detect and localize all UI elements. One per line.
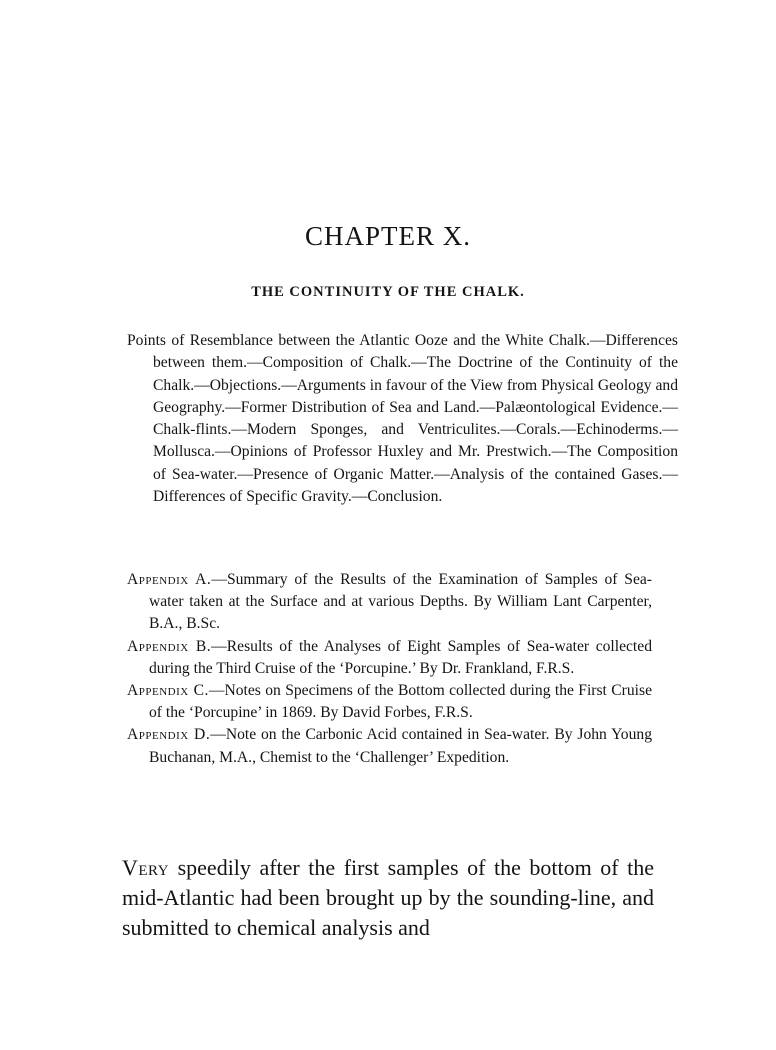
appendix-label: Appendix C. — [127, 682, 209, 700]
appendix-a — [127, 569, 652, 636]
chapter-title: CHAPTER X. — [304, 221, 471, 251]
appendix-text: —Summary of the Results of the Examination of Samples of Sea-water taken at the Surface and at various Depths. By William Lant Carpenter, B.A., B.Sc. — [149, 571, 652, 633]
appendix-d — [127, 724, 652, 768]
appendix-label: Appendix A. — [127, 571, 212, 588]
appendix-label: Appendix B. — [127, 637, 212, 655]
appendix-text: —Note on the Carbonic Acid contained in Sea-water. By John Young Buchanan, M.A., Chemist to the ‘Challenger’ Expedition. — [149, 726, 652, 766]
appendix-c — [127, 680, 652, 724]
body-paragraph — [122, 853, 654, 943]
appendix-text: —Results of the Analyses of Eight Samples of Sea-water collected during the Third Cruise of the ‘Porcupine.’ By Dr. Frankland, F.R.S. — [149, 637, 652, 677]
chapter-synopsis: Points of Resemblance between the Atlantic Ooze and the White Chalk.—Differences between them.—Composition of Chalk.—The Doctrine of the Continuity of the Chalk.—Objections.—Arguments in favour of the View from Physical Geology and Geography.—Former Distribution of Sea and Land.—Palæontological Evidence.—Chalk-flints.—Modern Sponges, and Ventriculites.—Corals.—Echinoderms.—Mollusca.—Opinions of Professor Huxley and Mr. Prestwich.—The Composition of Sea-water.—Presence of Organic Matter.—Analysis of the contained Gases.—Differences of Specific Gravity.—Conclusion. — [127, 332, 678, 506]
body-text: speedily after the first samples of the bottom of the mid-Atlantic had been brought up by the sounding-line, and submitted to chemical analysis and — [122, 855, 654, 940]
appendix-text: —Notes on Specimens of the Bottom collected during the First Cruise of the ‘Porcupine’ in 1869. By David Forbes, F.R.S. — [149, 682, 652, 722]
appendix-b — [127, 636, 652, 680]
appendix-label: Appendix D. — [127, 726, 211, 744]
body-lead-word: Very — [122, 855, 170, 880]
chapter-subtitle: THE CONTINUITY OF THE CHALK. — [251, 284, 525, 300]
appendix-list — [127, 569, 652, 769]
